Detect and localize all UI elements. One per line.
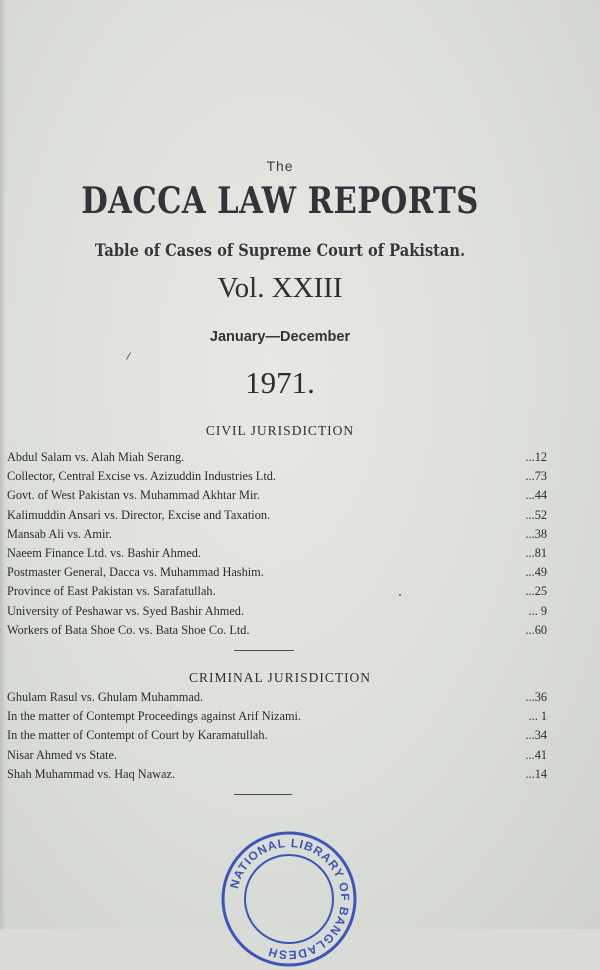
- case-name: Govt. of West Pakistan vs. Muhammad Akhtar Mir.: [7, 488, 260, 503]
- case-page-number: ...49: [525, 565, 547, 580]
- publication-subtitle: Table of Cases of Supreme Court of Pakistan.: [94, 241, 466, 261]
- case-entry: [7, 688, 547, 707]
- case-page-number: ... 9: [528, 603, 547, 618]
- stamp-outer-ring: [223, 833, 355, 965]
- case-name: Province of East Pakistan vs. Sarafatullah.: [7, 584, 216, 599]
- case-page-number: ...12: [525, 450, 547, 464]
- case-entry: [7, 765, 547, 784]
- case-entry: [7, 621, 547, 640]
- stamp-inner-ring: [245, 855, 333, 943]
- case-entry: [7, 486, 547, 505]
- section-divider: [234, 650, 294, 651]
- case-page-number: ...14: [525, 766, 547, 781]
- case-entry: [7, 707, 547, 726]
- library-stamp: [218, 828, 360, 970]
- volume-number: Vol. XXIII: [217, 272, 343, 304]
- case-page-number: ...60: [525, 622, 547, 637]
- case-name: Abdul Salam vs. Alah Miah Serang.: [7, 450, 185, 464]
- paper-mark: [126, 352, 131, 359]
- case-entry: [7, 563, 547, 582]
- case-page-number: ...73: [525, 469, 547, 484]
- case-entry: [7, 726, 547, 745]
- publication-year: 1971.: [245, 365, 315, 400]
- case-name: Mansab Ali vs. Amir.: [7, 526, 112, 541]
- end-divider: [234, 794, 292, 795]
- case-entry: [7, 544, 547, 563]
- case-name: Collector, Central Excise vs. Azizuddin Industries Ltd.: [7, 469, 276, 484]
- case-page-number: ...25: [525, 584, 547, 599]
- civil-jurisdiction-heading: CIVIL JURISDICTION: [205, 423, 355, 438]
- case-entry: [7, 746, 547, 765]
- case-name: Workers of Bata Shoe Co. vs. Bata Shoe Co. Ltd.: [7, 622, 250, 637]
- case-entry: [7, 448, 547, 467]
- stamp-text: NATIONAL LIBRARY OF BANGLADESH: [227, 835, 353, 963]
- civil-case-list: [7, 448, 547, 640]
- case-page-number: ...36: [525, 690, 547, 704]
- case-name: In the matter of Contempt Proceedings against Arif Nizami.: [7, 709, 302, 724]
- case-entry: [7, 602, 547, 621]
- case-name: Nisar Ahmed vs State.: [7, 747, 117, 762]
- case-page-number: ...81: [525, 545, 547, 560]
- paper-speck: [399, 594, 401, 596]
- case-page-number: ...34: [525, 728, 547, 743]
- case-page-number: ...41: [525, 747, 547, 762]
- case-page-number: ...38: [525, 526, 547, 541]
- title-prefix: The: [266, 158, 294, 174]
- publication-period: January—December: [209, 329, 351, 345]
- case-page-number: ...44: [525, 488, 547, 503]
- criminal-case-list: [7, 688, 547, 784]
- case-entry: [7, 525, 547, 544]
- case-entry: [7, 467, 547, 486]
- case-name: Postmaster General, Dacca vs. Muhammad Hashim.: [7, 565, 264, 580]
- case-page-number: ...52: [525, 507, 547, 522]
- case-name: In the matter of Contempt of Court by Karamatullah.: [7, 728, 268, 743]
- case-name: Shah Muhammad vs. Haq Nawaz.: [7, 766, 176, 781]
- case-name: Ghulam Rasul vs. Ghulam Muhammad.: [7, 690, 204, 704]
- case-entry: [7, 582, 547, 601]
- publication-title: DACCA LAW REPORTS: [81, 180, 479, 222]
- case-name: University of Peshawar vs. Syed Bashir Ahmed.: [7, 603, 245, 618]
- criminal-jurisdiction-heading: CRIMINAL JURISDICTION: [188, 670, 372, 685]
- case-page-number: ... 1: [528, 709, 547, 724]
- case-name: Naeem Finance Ltd. vs. Bashir Ahmed.: [7, 545, 201, 560]
- case-entry: [7, 506, 547, 525]
- case-name: Kalimuddin Ansari vs. Director, Excise and Taxation.: [7, 507, 271, 522]
